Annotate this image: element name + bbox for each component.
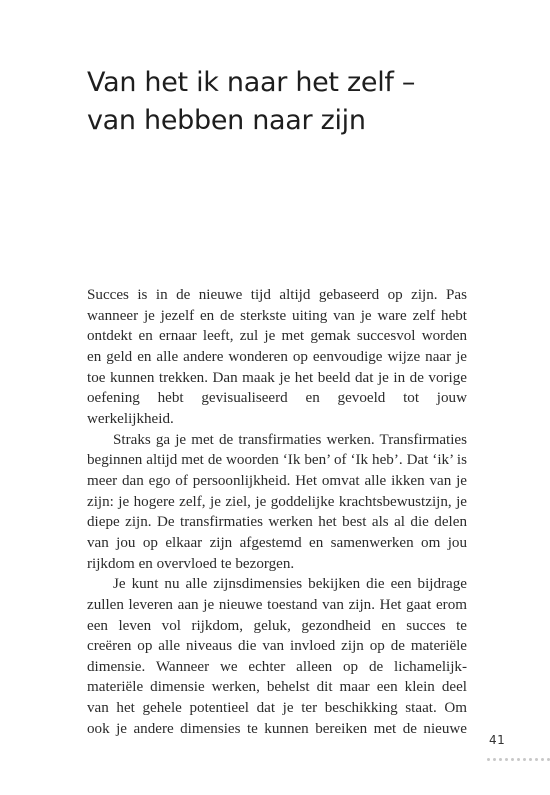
decorative-dot <box>487 758 490 761</box>
paragraph-line: beginnen altijd met de woorden ‘Ik ben’ of ‘Ik heb’. Dat ‘ik’ is <box>87 452 467 469</box>
decorative-dot <box>523 758 526 761</box>
decorative-dot <box>511 758 514 761</box>
paragraph <box>87 430 467 575</box>
decorative-dot <box>505 758 508 761</box>
paragraph-line: van het gehele potentieel dat je ter beschikking staat. Om <box>87 700 467 717</box>
paragraph-line: rijkdom en overvloed te bezorgen. <box>87 555 295 572</box>
chapter-title <box>87 64 507 140</box>
page-number-dots-decoration <box>487 758 550 761</box>
chapter-title-line-2: van hebben naar zijn <box>87 105 366 136</box>
paragraph <box>87 285 467 430</box>
paragraph-line: zullen leveren aan je nieuwe toestand van zijn. Het gaat erom <box>87 596 467 613</box>
paragraph-line: Succes is in de nieuwe tijd altijd gebaseerd op zijn. Pas <box>87 287 467 303</box>
paragraph-line: toe kunnen trekken. Dan maak je het beeld dat je in de vorige <box>87 369 467 386</box>
paragraph-line: Je kunt nu alle zijnsdimensies bekijken die een bijdrage <box>113 576 467 593</box>
paragraph-line: meer dan ego of persoonlijkheid. Het omvat alle ikken van je <box>87 472 467 489</box>
body-text <box>87 285 467 739</box>
decorative-dot <box>541 758 544 761</box>
paragraph-line: werkelijkheid. <box>87 410 174 427</box>
paragraph-line: oefening hebt gevisualiseerd en gevoeld tot jouw <box>87 390 467 407</box>
paragraph-line: wanneer je jezelf en de sterkste uiting van je ware zelf hebt <box>87 307 467 324</box>
paragraph-line: van jou op elkaar zijn afgestemd en samenwerken om jou <box>87 534 467 551</box>
paragraph-line: creëren op alle niveaus die van invloed zijn op de materiële <box>87 638 467 655</box>
paragraph-line: dimensie. Wanneer we echter alleen op de lichamelijk- <box>87 658 467 675</box>
paragraph-line: en geld en alle andere wonderen op eenvoudige wijze naar je <box>87 348 467 365</box>
chapter-title-line-1: Van het ik naar het zelf – <box>87 67 416 98</box>
paragraph-line: ook je andere dimensies te kunnen bereiken met de nieuwe <box>87 720 467 737</box>
paragraph-line: Straks ga je met de transfirmaties werken. Transfirmaties <box>113 431 467 448</box>
paragraph-line: diepe zijn. De transfirmaties werken het best als al die delen <box>87 514 467 531</box>
paragraph-line: een leven vol rijkdom, geluk, gezondheid en succes te <box>87 617 467 634</box>
paragraph <box>87 574 467 739</box>
paragraph-line: zijn: je hogere zelf, je ziel, je goddelijke krachtsbewustzijn, je <box>87 493 467 510</box>
paragraph-line: ontdekt en ernaar leeft, zul je met gemak succesvol worden <box>87 328 467 345</box>
decorative-dot <box>493 758 496 761</box>
paragraph-line: materiële dimensie werken, behelst dit maar een klein deel <box>87 679 467 696</box>
decorative-dot <box>529 758 532 761</box>
decorative-dot <box>499 758 502 761</box>
decorative-dot <box>517 758 520 761</box>
decorative-dot <box>535 758 538 761</box>
page-number: 41 <box>489 733 506 747</box>
